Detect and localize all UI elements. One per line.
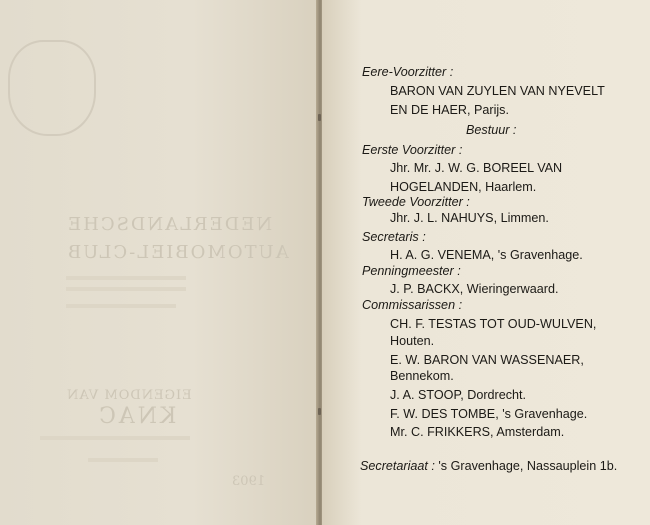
ghost-text-line [40, 436, 190, 440]
role-label: Commissarissen : [362, 298, 463, 312]
member-name: Jhr. J. L. NAHUYS, Limmen. [390, 211, 549, 225]
secretariat-line [360, 460, 617, 473]
club-emblem-bleedthrough [8, 40, 96, 136]
member-name: J. P. BACKX, Wieringerwaard. [390, 282, 559, 296]
member-name: H. A. G. VENEMA, 's Gravenhage. [390, 248, 583, 262]
ghost-line: NEDERLANDSCHE [66, 214, 273, 235]
left-page [0, 0, 318, 525]
secretariat-address: 's Gravenhage, Nassauplein 1b. [434, 459, 618, 473]
role-label: Secretaris : [362, 230, 426, 244]
ghost-line: 1903 [232, 474, 266, 489]
role-label: Penningmeester : [362, 264, 461, 278]
section-heading: Bestuur : [466, 123, 517, 137]
role-label: Tweede Voorzitter : [362, 195, 470, 209]
member-name: F. W. DES TOMBE, 's Gravenhage. [390, 407, 588, 421]
ghost-line: AUTOMOBIEL-CLUB [66, 242, 289, 263]
member-name: J. A. STOOP, Dordrecht. [390, 388, 527, 402]
member-name: Bennekom. [390, 369, 454, 383]
secretariat-label: Secretariaat : [360, 459, 435, 473]
member-name: Mr. C. FRIKKERS, Amsterdam. [390, 425, 565, 439]
role-label: Eere-Voorzitter : [362, 65, 454, 79]
ghost-text-line [88, 458, 158, 462]
ghost-text-line [66, 287, 186, 291]
ghost-text-line [66, 276, 186, 280]
ghost-text-line [66, 304, 176, 308]
staple [318, 408, 321, 415]
role-label: Eerste Voorzitter : [362, 143, 463, 157]
ghost-line: KNAC [96, 404, 177, 429]
member-name: HOGELANDEN, Haarlem. [390, 180, 537, 194]
member-name: CH. F. TESTAS TOT OUD-WULVEN, [390, 317, 597, 331]
member-name: Jhr. Mr. J. W. G. BOREEL VAN [390, 161, 563, 175]
ghost-line: EIGENDOM VAN [66, 388, 192, 403]
member-name: EN DE HAER, Parijs. [390, 103, 509, 117]
member-name: E. W. BARON VAN WASSENAER, [390, 353, 584, 367]
member-name: Houten. [390, 334, 435, 348]
member-name: BARON VAN ZUYLEN VAN NYEVELT [390, 84, 605, 98]
staple [318, 114, 321, 121]
